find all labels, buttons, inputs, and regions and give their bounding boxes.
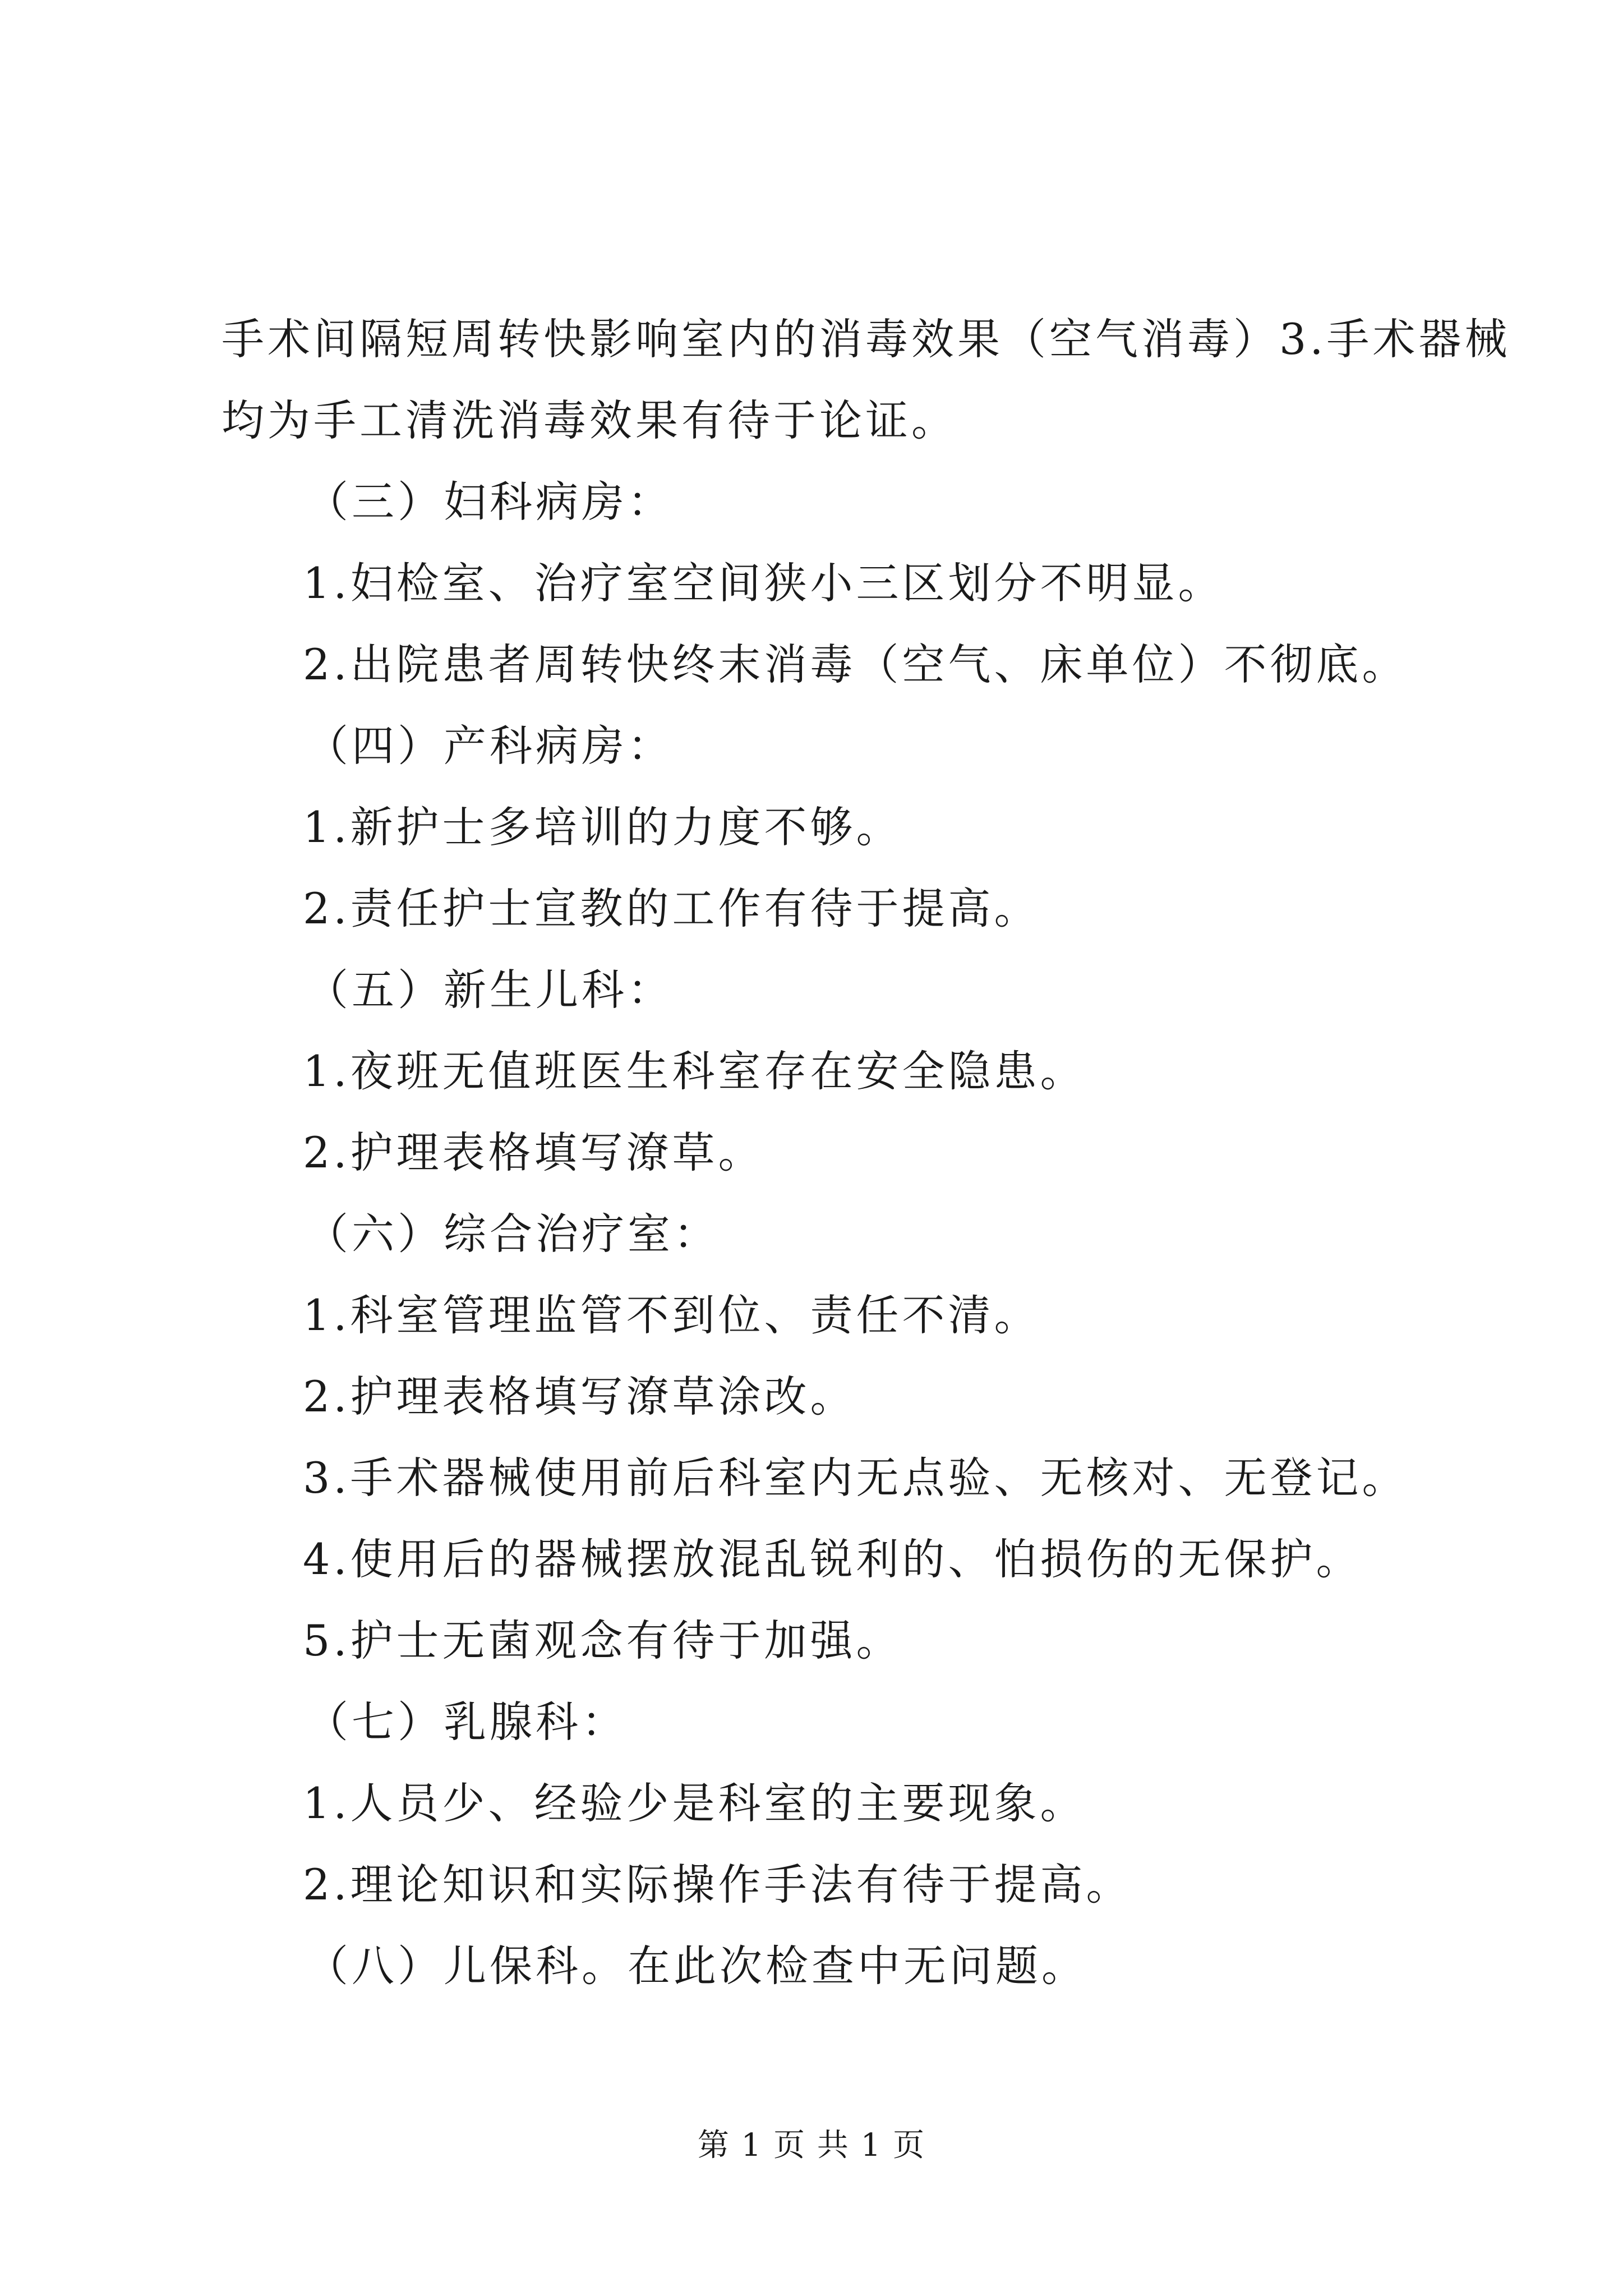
paragraph-line: 均为手工清洗消毒效果有待于论证。 — [222, 395, 957, 445]
list-item: 3.手术器械使用前后科室内无点验、无核对、无登记。 — [303, 1453, 1408, 1503]
list-item: 2.理论知识和实际操作手法有待于提高。 — [303, 1860, 1132, 1910]
section-heading-zonghe: （六）综合治疗室： — [306, 1209, 720, 1259]
list-item: 5.护士无菌观念有待于加强。 — [303, 1616, 902, 1665]
section-heading-ruxianke: （七）乳腺科： — [306, 1697, 628, 1747]
list-item: 2.责任护士宣教的工作有待于提高。 — [303, 884, 1040, 933]
list-item: 2.出院患者周转快终末消毒（空气、床单位）不彻底。 — [303, 639, 1408, 689]
list-item: 1.科室管理监管不到位、责任不清。 — [303, 1290, 1040, 1340]
section-heading-fuke: （三）妇科病房： — [306, 477, 674, 527]
list-item: 1.人员少、经验少是科室的主要现象。 — [303, 1778, 1086, 1828]
list-item: 1.夜班无值班医生科室存在安全隐患。 — [303, 1046, 1086, 1096]
page-number-footer: 第 1 页 共 1 页 — [697, 2127, 926, 2164]
section-heading-chanke: （四）产科病房： — [306, 721, 674, 771]
list-item: 1.新护士多培训的力度不够。 — [303, 802, 902, 852]
paragraph-line: 手术间隔短周转快影响室内的消毒效果（空气消毒）3.手术器械 — [222, 314, 1511, 364]
section-heading-xinshengerke: （五）新生儿科： — [306, 965, 674, 1015]
list-item: 4.使用后的器械摆放混乱锐利的、怕损伤的无保护。 — [303, 1534, 1362, 1584]
list-item: 1.妇检室、治疗室空间狭小三区划分不明显。 — [303, 558, 1224, 608]
list-item: 2.护理表格填写潦草。 — [303, 1128, 764, 1177]
section-heading-erbaoke: （八）儿保科。在此次检查中无问题。 — [306, 1941, 1087, 1991]
list-item: 2.护理表格填写潦草涂改。 — [303, 1372, 856, 1421]
